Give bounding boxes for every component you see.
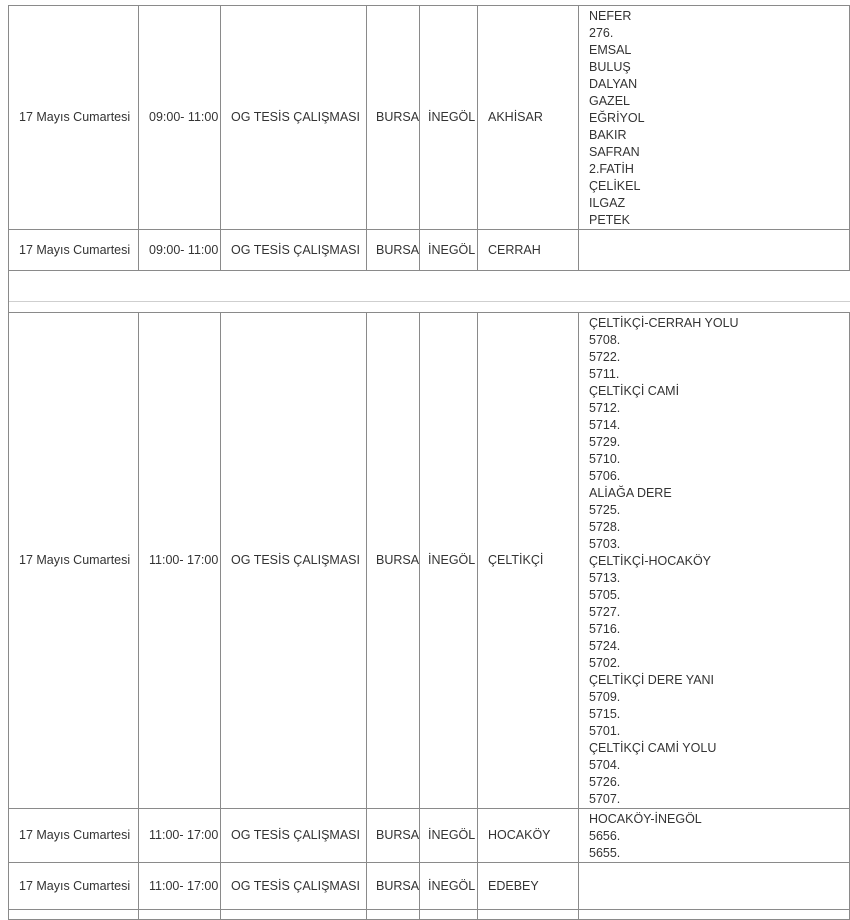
table-row bbox=[9, 863, 850, 910]
neighborhood-cell: ÇELTİKÇİ bbox=[478, 313, 579, 809]
street-item: 2.FATİH bbox=[589, 162, 634, 176]
street-item: 5714. bbox=[589, 418, 621, 432]
streets-cell bbox=[579, 230, 850, 271]
street-item: 5702. bbox=[589, 656, 621, 670]
date-cell: 17 Mayıs Cumartesi bbox=[9, 6, 139, 230]
street-item: 5656. bbox=[589, 829, 621, 843]
street-item: ÇELTİKÇİ-CERRAH YOLU bbox=[589, 316, 739, 330]
street-item: 276. bbox=[589, 26, 614, 40]
street-item: 5716. bbox=[589, 622, 621, 636]
time-cell: 11:00- 17:00 bbox=[139, 313, 221, 809]
time-cell: 09:00- 11:00 bbox=[139, 6, 221, 230]
time-cell bbox=[139, 910, 221, 920]
streets-cell bbox=[579, 863, 850, 910]
street-item: 5712. bbox=[589, 401, 621, 415]
street-item: 5728. bbox=[589, 520, 621, 534]
table-row bbox=[9, 313, 850, 809]
date-cell: 17 Mayıs Cumartesi bbox=[9, 230, 139, 271]
table-row bbox=[9, 809, 850, 863]
outage-table bbox=[8, 5, 850, 920]
street-item: 5701. bbox=[589, 724, 621, 738]
street-item: ÇELTİKÇİ-HOCAKÖY bbox=[589, 554, 712, 568]
street-item: 5715. bbox=[589, 707, 621, 721]
street-item: ALİAĞA DERE bbox=[589, 486, 672, 500]
street-item: 5655. bbox=[589, 846, 621, 860]
street-item: 5703. bbox=[589, 537, 621, 551]
streets-cell bbox=[579, 910, 850, 920]
work-type-cell: OG TESİS ÇALIŞMASI bbox=[221, 313, 367, 809]
neighborhood-cell: CERRAH bbox=[478, 230, 579, 271]
street-item: 5709. bbox=[589, 690, 621, 704]
work-type-cell bbox=[221, 910, 367, 920]
city-cell: BURSA bbox=[367, 313, 420, 809]
street-item: 5708. bbox=[589, 333, 621, 347]
street-item: 5707. bbox=[589, 792, 621, 806]
street-item: 5724. bbox=[589, 639, 621, 653]
neighborhood-cell: EDEBEY bbox=[478, 863, 579, 910]
district-cell: İNEGÖL bbox=[420, 863, 478, 910]
table-row bbox=[9, 6, 850, 230]
street-item: BAKIR bbox=[589, 128, 627, 142]
street-item: 5727. bbox=[589, 605, 621, 619]
streets-cell bbox=[579, 809, 850, 863]
date-cell: 17 Mayıs Cumartesi bbox=[9, 313, 139, 809]
street-item: EĞRİYOL bbox=[589, 111, 645, 125]
street-item: BULUŞ bbox=[589, 60, 631, 74]
city-cell: BURSA bbox=[367, 230, 420, 271]
section-separator bbox=[9, 271, 850, 313]
street-item: SAFRAN bbox=[589, 145, 640, 159]
district-cell bbox=[420, 910, 478, 920]
street-item: 5704. bbox=[589, 758, 621, 772]
street-item: ÇELTİKÇİ CAMİ bbox=[589, 384, 680, 398]
city-cell: BURSA bbox=[367, 6, 420, 230]
time-cell: 11:00- 17:00 bbox=[139, 863, 221, 910]
street-item: ÇELTİKÇİ CAMİ YOLU bbox=[589, 741, 717, 755]
street-item: ÇELİKEL bbox=[589, 179, 641, 193]
street-item: 5711. bbox=[589, 367, 620, 381]
work-type-cell: OG TESİS ÇALIŞMASI bbox=[221, 6, 367, 230]
streets-cell bbox=[579, 313, 850, 809]
street-item: ÇELTİKÇİ DERE YANI bbox=[589, 673, 715, 687]
street-item: GAZEL bbox=[589, 94, 630, 108]
street-item: EMSAL bbox=[589, 43, 632, 57]
table-row bbox=[9, 230, 850, 271]
street-item: PETEK bbox=[589, 213, 630, 227]
neighborhood-cell bbox=[478, 910, 579, 920]
table-row-partial bbox=[9, 910, 850, 920]
street-item: 5713. bbox=[589, 571, 621, 585]
street-item: 5710. bbox=[589, 452, 621, 466]
district-cell: İNEGÖL bbox=[420, 230, 478, 271]
work-type-cell: OG TESİS ÇALIŞMASI bbox=[221, 863, 367, 910]
time-cell: 09:00- 11:00 bbox=[139, 230, 221, 271]
city-cell bbox=[367, 910, 420, 920]
time-cell: 11:00- 17:00 bbox=[139, 809, 221, 863]
street-item: DALYAN bbox=[589, 77, 638, 91]
separator-line bbox=[9, 301, 850, 302]
work-type-cell: OG TESİS ÇALIŞMASI bbox=[221, 230, 367, 271]
date-cell bbox=[9, 910, 139, 920]
street-item: 5706. bbox=[589, 469, 621, 483]
work-type-cell: OG TESİS ÇALIŞMASI bbox=[221, 809, 367, 863]
street-item: ILGAZ bbox=[589, 196, 626, 210]
neighborhood-cell: AKHİSAR bbox=[478, 6, 579, 230]
street-item: NEFER bbox=[589, 9, 632, 23]
city-cell: BURSA bbox=[367, 809, 420, 863]
street-item: 5725. bbox=[589, 503, 621, 517]
street-item: 5726. bbox=[589, 775, 621, 789]
district-cell: İNEGÖL bbox=[420, 313, 478, 809]
district-cell: İNEGÖL bbox=[420, 6, 478, 230]
street-item: 5705. bbox=[589, 588, 621, 602]
street-item: 5722. bbox=[589, 350, 621, 364]
district-cell: İNEGÖL bbox=[420, 809, 478, 863]
neighborhood-cell: HOCAKÖY bbox=[478, 809, 579, 863]
separator-cell bbox=[9, 271, 850, 313]
streets-cell bbox=[579, 6, 850, 230]
date-cell: 17 Mayıs Cumartesi bbox=[9, 809, 139, 863]
street-item: HOCAKÖY-İNEGÖL bbox=[589, 812, 702, 826]
street-item: 5729. bbox=[589, 435, 621, 449]
city-cell: BURSA bbox=[367, 863, 420, 910]
date-cell: 17 Mayıs Cumartesi bbox=[9, 863, 139, 910]
